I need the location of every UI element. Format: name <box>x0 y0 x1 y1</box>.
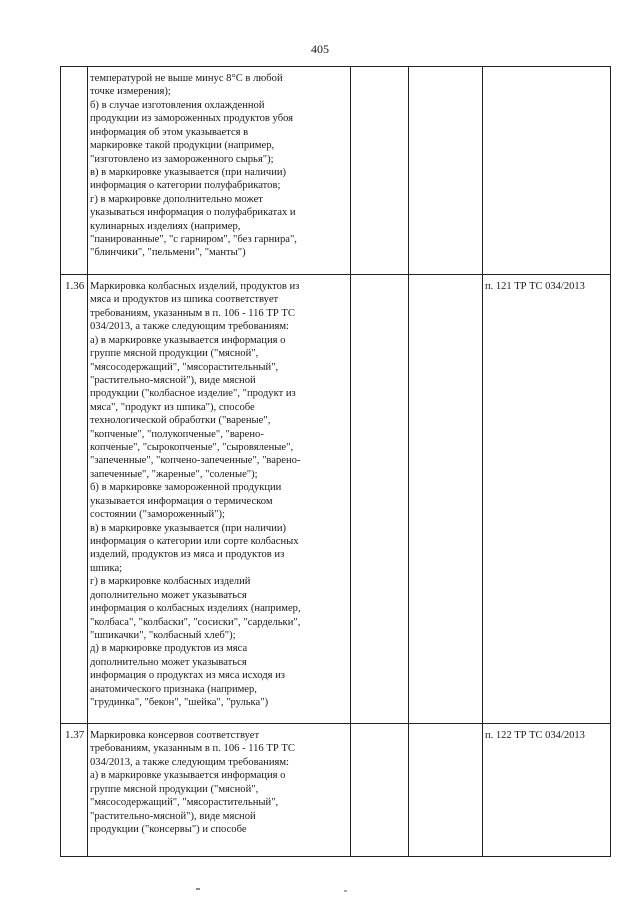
column-divider <box>408 67 409 856</box>
column-divider <box>350 67 351 856</box>
column-divider <box>482 67 483 856</box>
column-divider <box>87 67 88 856</box>
row-divider <box>61 723 610 724</box>
regulation-reference: п. 121 ТР ТС 034/2013 <box>485 281 585 292</box>
scan-artifact <box>196 888 200 890</box>
requirement-text: Маркировка консервов соответствует требованиям, указанным в п. 106 - 116 ТР ТС 034/2013, а также следующим требованиям: а) в маркировке указывается информация о группе мясной продукции ("мясной", "мясосодержащий", "мясорастительный", "растительно-мясной"), виде мясной продукции ("консервы") и способе <box>90 730 295 835</box>
regulation-reference: п. 122 ТР ТС 034/2013 <box>485 730 585 741</box>
requirement-text: Маркировка колбасных изделий, продуктов из мяса и продуктов из шпика соответствует требованиям, указанным в п. 106 - 116 ТР ТС 034/2013, а также следующим требованиям: а) в маркировке указывается информация о группе мясной продукции ("мясной", "мясосодержащий", "мясорастительный", "растительно-мясной"), виде мясной продукции ("колбасное изделие", "продукт из мяса", "продукт из шпика"), способе технологической обработки ("вареные", "копченые", "полукопченые", "варено- копченые", "сырокопченые", "сыровяленые", "запеченные", "копчено-запеченные", "варено- запеченные", "жареные", "соленые"); б) в маркировке замороженной продукции указывается информация о термическом состоянии ("замороженный"); в) в маркировке указывается (при наличии) информация о категории или сорте колбасных изделий, продуктов из мяса и продуктов из шпика; г) в маркировке колбасных изделий дополнительно может указываться информация о колбасных изделиях (например, "колбаса", "колбаски", "сосиски", "сардельки", "шпикачки", "колбасный хлеб"); д) в маркировке продуктов из мяса дополнительно может указываться информация о продуктах из мяса исходя из анатомического признака (например, "грудинка", "бекон", "шейка", "рулька") <box>90 281 301 709</box>
scan-artifact <box>344 890 347 892</box>
requirement-text: температурой не выше минус 8°C в любой точке измерения); б) в случае изготовления охлажденной продукции из замороженных продуктов убоя информация об этом указывается в маркировке такой продукции (например, "изготовлено из замороженного сырья"); в) в маркировке указывается (при наличии) информация о категории полуфабрикатов; г) в маркировке дополнительно может указываться информация о полуфабрикатах и кулинарных изделиях (например, "панированные", "с гарниром", "без гарнира", "блинчики", "пельмени", "манты") <box>90 73 297 259</box>
row-divider <box>61 274 610 275</box>
item-number: 1.37 <box>65 729 85 741</box>
page-number: 405 <box>311 42 329 56</box>
requirements-table <box>60 66 611 857</box>
item-number: 1.36 <box>65 280 85 292</box>
